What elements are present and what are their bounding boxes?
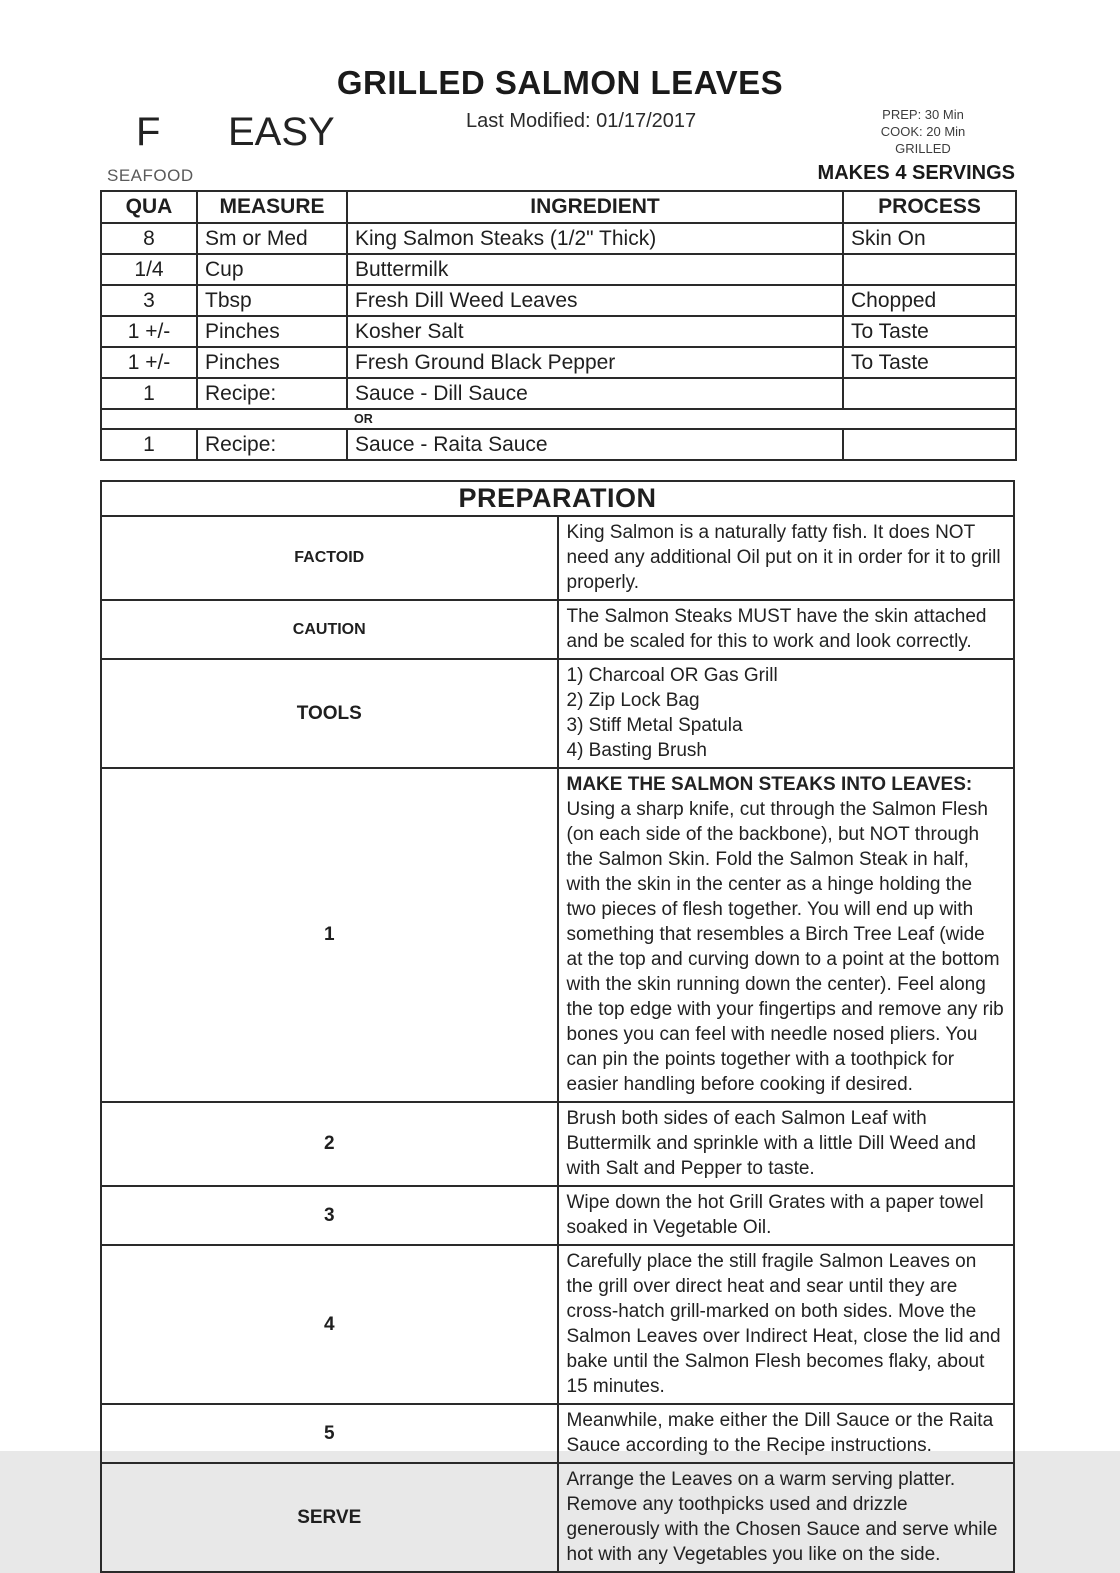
step-label-caution: CAUTION (101, 600, 558, 659)
cook-time: COOK: 20 Min (880, 124, 966, 139)
recipe-letter-code: F (136, 110, 161, 154)
step-label-1: 1 (101, 768, 558, 1102)
ingredient-qua: 1/4 (101, 254, 197, 285)
step-label-4: 4 (101, 1245, 558, 1404)
category-label: SEAFOOD (107, 166, 194, 185)
ingredient-process (843, 378, 1016, 409)
ingredient-measure: Pinches (197, 316, 347, 347)
servings-label: MAKES 4 SERVINGS (817, 162, 1015, 184)
ingredient-name: Sauce - Raita Sauce (347, 429, 843, 460)
ingredient-name: Sauce - Dill Sauce (347, 378, 843, 409)
ingredient-measure: Recipe: (197, 378, 347, 409)
prep-step-row (101, 600, 1014, 659)
ingredients-header-row (101, 191, 1016, 223)
step-text: The Salmon Steaks MUST have the skin attached and be scaled for this to work and look correctly. (558, 600, 1015, 659)
prep-step-row (101, 1186, 1014, 1245)
col-header-process: PROCESS (843, 191, 1016, 223)
ingredient-measure: Sm or Med (197, 223, 347, 254)
prep-step-row (101, 1245, 1014, 1404)
tool-item: 1) Charcoal OR Gas Grill (566, 665, 778, 686)
ingredient-row (101, 254, 1016, 285)
ingredient-row (101, 223, 1016, 254)
step-text-continued: Using a sharp knife, cut through the Salmon Flesh (on each side of the backbone), but NOT through the Salmon Skin. Fold the Salmon Steak in half, with the skin in the center as a hinge holding the two pieces of flesh together. You will end up with something that resembles a Birch Tree Leaf (wide at the top and curving down to a point at the bottom with the skin running down the center). Feel along the top edge with your fingertips and remove any rib bones you can feel with needle nosed pliers. You can pin the points together with a toothpick for easier handling before cooking if desired. (566, 799, 1004, 1095)
step-label-factoid: FACTOID (101, 516, 558, 600)
prep-step-row (101, 768, 1014, 1102)
ingredient-qua: 1 (101, 429, 197, 460)
ingredient-qua: 3 (101, 285, 197, 316)
col-header-qua: QUA (101, 191, 197, 223)
time-meta-block (848, 106, 998, 157)
col-header-measure: MEASURE (197, 191, 347, 223)
step-label-serve: SERVE (101, 1463, 558, 1572)
step-label-2: 2 (101, 1102, 558, 1186)
ingredient-or-row (101, 409, 1016, 429)
ingredients-table (100, 190, 1017, 461)
ingredient-name: Fresh Ground Black Pepper (347, 347, 843, 378)
ingredient-qua: 1 (101, 378, 197, 409)
prep-step-row (101, 1463, 1014, 1572)
ingredient-name: Buttermilk (347, 254, 843, 285)
prep-step-row (101, 1404, 1014, 1463)
preparation-title: PREPARATION (101, 481, 1014, 516)
difficulty-label: EASY (228, 110, 335, 154)
ingredient-qua: 1 +/- (101, 316, 197, 347)
step-text: Carefully place the still fragile Salmon Leaves on the grill over direct heat and sear until they are cross-hatch grill-marked on both sides. Move the Salmon Leaves over Indirect Heat, close the lid and bake until the Salmon Flesh becomes flaky, about 15 minutes. (558, 1245, 1015, 1404)
step-text: Arrange the Leaves on a warm serving platter. Remove any toothpicks used and drizzle generously with the Chosen Sauce and serve while hot with any Vegetables you like on the side. (558, 1463, 1015, 1572)
step-text (558, 768, 1015, 1102)
step-text: Wipe down the hot Grill Grates with a paper towel soaked in Vegetable Oil. (558, 1186, 1015, 1245)
ingredient-measure: Cup (197, 254, 347, 285)
ingredient-name: Fresh Dill Weed Leaves (347, 285, 843, 316)
preparation-header-row (101, 481, 1014, 516)
ingredient-row (101, 316, 1016, 347)
ingredient-qua: 1 +/- (101, 347, 197, 378)
ingredient-process: Chopped (843, 285, 1016, 316)
step-text: Brush both sides of each Salmon Leaf with Buttermilk and sprinkle with a little Dill Weed and with Salt and Pepper to taste. (558, 1102, 1015, 1186)
prep-time: PREP: 30 Min (882, 107, 964, 122)
step-label-3: 3 (101, 1186, 558, 1245)
preparation-table (100, 480, 1015, 1573)
ingredient-process: To Taste (843, 347, 1016, 378)
ingredient-row (101, 347, 1016, 378)
step-text: Meanwhile, make either the Dill Sauce or the Raita Sauce according to the Recipe instructions. (558, 1404, 1015, 1463)
tool-item: 4) Basting Brush (566, 740, 707, 761)
ingredient-measure: Tbsp (197, 285, 347, 316)
step-label-tools: TOOLS (101, 659, 558, 768)
step-label-5: 5 (101, 1404, 558, 1463)
ingredient-process (843, 429, 1016, 460)
ingredient-qua: 8 (101, 223, 197, 254)
ingredient-row (101, 285, 1016, 316)
ingredient-row (101, 378, 1016, 409)
ingredient-process: Skin On (843, 223, 1016, 254)
tool-item: 3) Stiff Metal Spatula (566, 715, 743, 736)
ingredient-name: Kosher Salt (347, 316, 843, 347)
step-text: King Salmon is a naturally fatty fish. It does NOT need any additional Oil put on it in order for it to grill properly. (558, 516, 1015, 600)
ingredient-name: King Salmon Steaks (1/2" Thick) (347, 223, 843, 254)
ingredient-process: To Taste (843, 316, 1016, 347)
prep-step-row (101, 1102, 1014, 1186)
ingredient-row (101, 429, 1016, 460)
page-title: GRILLED SALMON LEAVES (336, 64, 784, 101)
prep-step-row (101, 659, 1014, 768)
tool-item: 2) Zip Lock Bag (566, 690, 700, 711)
ingredient-measure: Pinches (197, 347, 347, 378)
prep-step-row (101, 516, 1014, 600)
ingredient-process (843, 254, 1016, 285)
step-bold-prefix: MAKE THE SALMON STEAKS INTO LEAVES: (566, 774, 973, 795)
cooking-method: GRILLED (895, 141, 951, 156)
or-separator-label: OR (101, 409, 1016, 429)
tools-list (558, 659, 1015, 768)
last-modified-label: Last Modified: 01/17/2017 (466, 110, 697, 132)
col-header-ingredient: INGREDIENT (347, 191, 843, 223)
ingredient-measure: Recipe: (197, 429, 347, 460)
